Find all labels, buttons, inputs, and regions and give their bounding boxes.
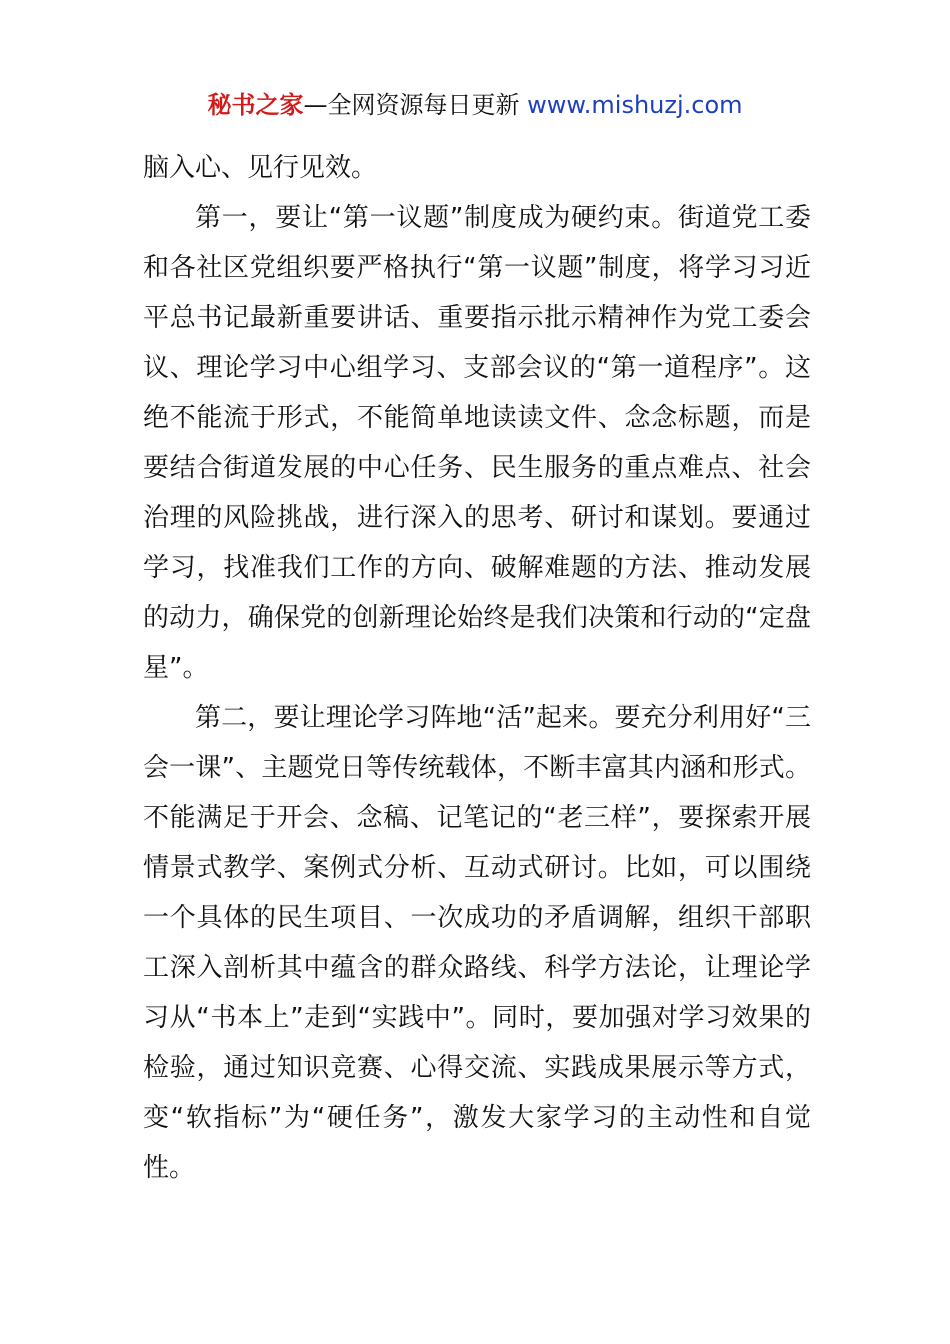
paragraph-first-point: 第一，要让“第一议题”制度成为硬约束。街道党工委和各社区党组织要严格执行“第一议题”制度，将学习习近平总书记最新重要讲话、重要指示批示精神作为党工委会议、理论学习中心组学习、支部会议的“第一道程序”。这绝不能流于形式，不能简单地读读文件、念念标题，而是要结合街道发展的中心任务、民生服务的重点难点、社会治理的风险挑战，进行深入的思考、研讨和谋划。要通过学习，找准我们工作的方向、破解难题的方法、推动发展的动力，确保党的创新理论始终是我们决策和行动的“定盘星”。: [143, 203, 811, 683]
document-body: [143, 143, 811, 1193]
paragraph-continuation: 脑入心、见行见效。: [143, 153, 378, 183]
site-brand: 秘书之家: [207, 91, 304, 119]
paragraph-second-point: 第二，要让理论学习阵地“活”起来。要充分利用好“三会一课”、主题党日等传统载体，不断丰富其内涵和形式。不能满足于开会、念稿、记笔记的“老三样”，要探索开展情景式教学、案例式分析、互动式研讨。比如，可以围绕一个具体的民生项目、一次成功的矛盾调解，组织干部职工深入剖析其中蕴含的群众路线、科学方法论，让理论学习从“书本上”走到“实践中”。同时，要加强对学习效果的检验，通过知识竞赛、心得交流、实践成果展示等方式，变“软指标”为“硬任务”，激发大家学习的主动性和自觉性。: [143, 703, 811, 1183]
site-header: [0, 88, 950, 122]
site-url-link[interactable]: www.mishuzj.com: [527, 91, 743, 119]
site-tagline: —全网资源每日更新: [303, 91, 528, 119]
